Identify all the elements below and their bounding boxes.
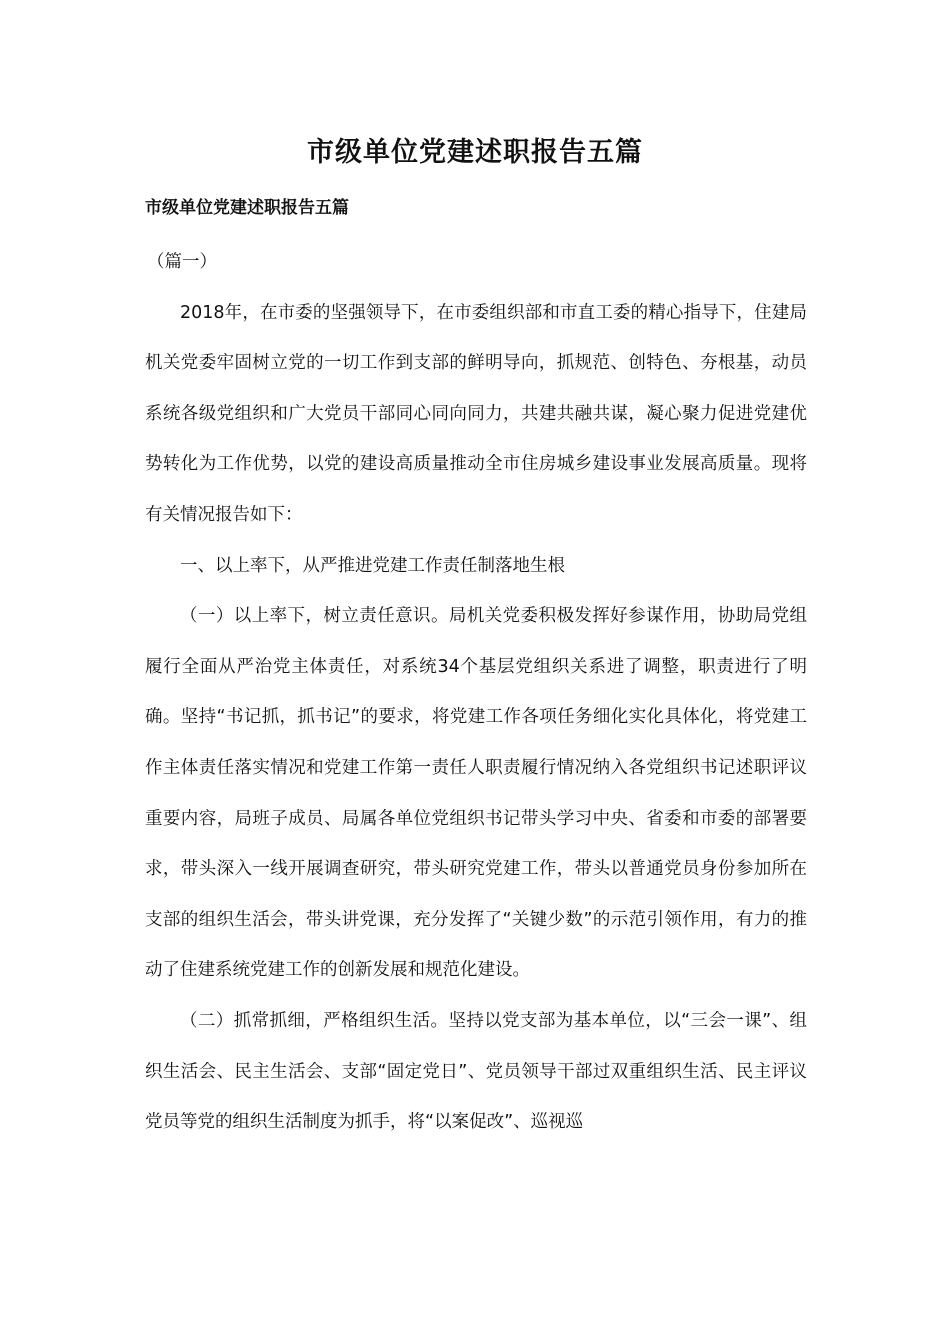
document-subtitle: 市级单位党建述职报告五篇: [145, 198, 349, 218]
heading-section-one: 一、以上率下，从严推进党建工作责任制落地生根: [180, 555, 565, 576]
paragraph-responsibility: （一）以上率下，树立责任意识。局机关党委积极发挥好参谋作用，协助局党组履行全面从严治党主体责任，对系统34个基层党组织关系进了调整，职责进行了明确。坚持“书记抓，抓书记”的要求，将党建工作各项任务细化实化具体化，将党建工作主体责任落实情况和党建工作第一责任人职责履行情况纳入各党组织书记述职评议重要内容，局班子成员、局属各单位党组织书记带头学习中央、省委和市委的部署要求，带头深入一线开展调查研究，带头研究党建工作，带头以普通党员身份参加所在支部的组织生活会，带头讲党课，充分发挥了“关键少数”的示范引领作用，有力的推动了住建系统党建工作的创新发展和规范化建设。: [145, 606, 807, 981]
paragraph-organization-life: （二）抓常抓细，严格组织生活。坚持以党支部为基本单位，以“三会一课”、组织生活会、民主生活会、支部“固定党日”、党员领导干部过双重组织生活、民主评议党员等党的组织生活制度为抓手，将“以案促改”、巡视巡: [145, 1010, 807, 1133]
section-label: （篇一）: [147, 252, 217, 272]
paragraph-intro: 2018年，在市委的坚强领导下，在市委组织部和市直工委的精心指导下，住建局机关党委牢固树立党的一切工作到支部的鲜明导向，抓规范、创特色、夯根基，动员系统各级党组织和广大党员干部同心同向同力，共建共融共谋，凝心聚力促进党建优势转化为工作优势，以党的建设高质量推动全市住房城乡建设事业发展高质量。现将有关情况报告如下：: [145, 302, 807, 525]
document-title: 市级单位党建述职报告五篇: [307, 137, 643, 168]
document-body: [145, 237, 807, 1148]
